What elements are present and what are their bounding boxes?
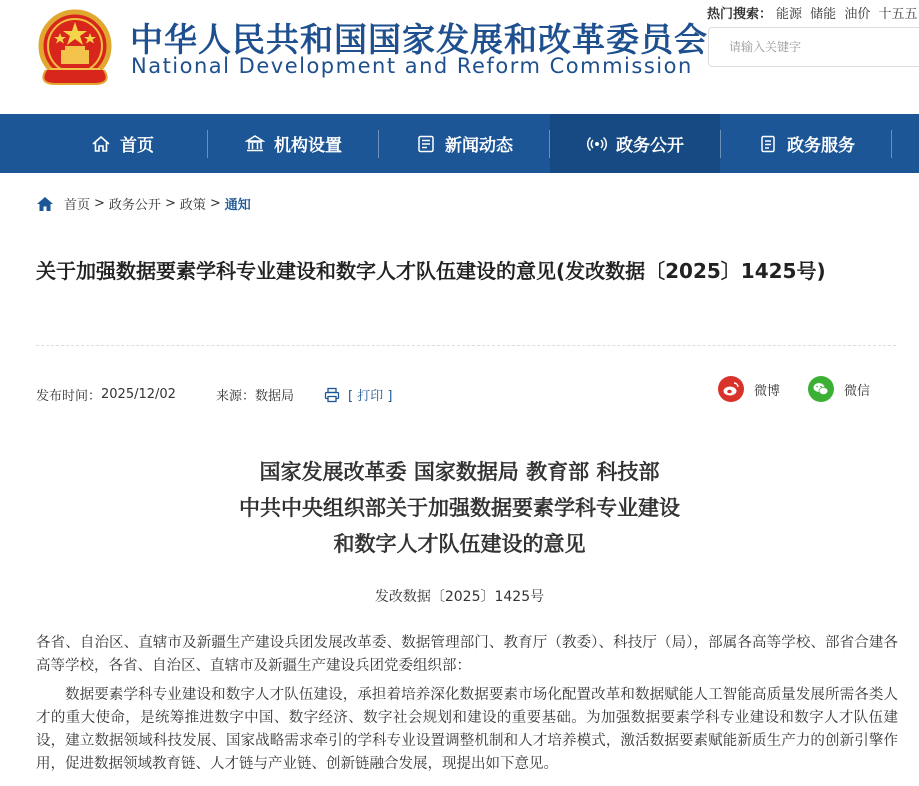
nav-label: 政务服务 <box>787 136 855 156</box>
article-meta <box>36 385 392 404</box>
breadcrumb-separator: > <box>94 196 105 211</box>
breadcrumb-home-icon[interactable] <box>36 195 54 213</box>
publish-date: 2025/12/02 <box>101 387 176 402</box>
hot-search-label: 热门搜索： <box>707 7 773 22</box>
share-wechat[interactable] <box>808 376 870 402</box>
publish-label: 发布时间： <box>36 389 102 404</box>
print-button[interactable] <box>324 385 392 404</box>
breadcrumb-item-home[interactable]: 首页 <box>64 198 91 213</box>
site-header <box>0 0 919 114</box>
building-icon <box>244 133 266 155</box>
nav-item-home[interactable] <box>37 114 207 173</box>
share-label: 微信 <box>844 383 871 399</box>
nav-item-news[interactable] <box>379 114 549 173</box>
nav-divider <box>891 130 892 158</box>
doc-heading-line: 中共中央组织部关于加强数据要素学科专业建设 <box>239 496 680 520</box>
hot-search-term[interactable]: 油价 <box>844 7 871 22</box>
wechat-icon <box>808 376 834 402</box>
search-input[interactable]: 请输入关键字 <box>708 27 919 67</box>
main-nav <box>0 114 919 173</box>
body-paragraph: 数据要素学科专业建设和数字人才队伍建设，承担着培养深化数据要素市场化配置改革和数据赋能人工智能高质量发展所需各类人才的重大使命，是统筹推进数字中国、数字经济、数字社会规划和建设的重要基础。为加强数据要素学科专业建设和数字人才队伍建设，建立数据领域科技发展、国家战略需求牵引的学科专业设置调整机制和人才培养模式，激活数据要素赋能新质生产力的创新引擎作用，促进数据领域教育链、人才链与产业链、创新链融合发展，现提出如下意见。 <box>36 687 898 772</box>
article-title: 关于加强数据要素学科专业建设和数字人才队伍建设的意见(发改数据〔2025〕1425号) <box>36 259 826 283</box>
document-icon <box>757 133 779 155</box>
nav-label: 机构设置 <box>274 136 342 156</box>
news-icon <box>415 133 437 155</box>
nav-item-institutions[interactable] <box>208 114 378 173</box>
recipients-paragraph: 各省、自治区、直辖市及新疆生产建设兵团发展改革委、数据管理部门、教育厅（教委）、科技厅（局），部属各高等学校、部省合建各高等学校，各省、自治区、直辖市及新疆生产建设兵团党委组织部： <box>36 635 898 674</box>
hot-search-term[interactable]: 十五五 <box>878 7 918 22</box>
weibo-icon <box>718 376 744 402</box>
nav-label: 政务公开 <box>616 136 684 156</box>
hot-search-term[interactable]: 能源 <box>776 7 803 22</box>
nav-item-gov-affairs[interactable] <box>550 114 720 173</box>
hot-search <box>707 3 919 22</box>
source-value: 数据局 <box>254 389 294 404</box>
print-label: [ 打印 ] <box>347 389 393 404</box>
site-title[interactable]: 中华人民共和国国家发展和改革委员会 <box>130 20 708 59</box>
doc-heading-line: 和数字人才队伍建设的意见 <box>333 532 586 556</box>
site-title-en[interactable]: National Development and Reform Commission <box>131 54 693 78</box>
doc-heading-line: 国家发展改革委 国家数据局 教育部 科技部 <box>259 460 660 484</box>
nav-item-gov-services[interactable] <box>721 114 891 173</box>
breadcrumb-separator: > <box>209 196 221 211</box>
nav-label: 首页 <box>120 136 154 156</box>
home-icon <box>90 133 112 155</box>
title-divider <box>36 345 896 346</box>
source-label: 来源： <box>215 389 255 404</box>
broadcast-icon <box>586 133 608 155</box>
breadcrumb-separator: > <box>164 196 176 211</box>
doc-number: 发改数据〔2025〕1425号 <box>374 589 545 605</box>
share-weibo[interactable] <box>718 376 780 402</box>
breadcrumb-item-notice[interactable]: 通知 <box>224 198 251 213</box>
breadcrumb-item-policy[interactable]: 政策 <box>179 198 206 213</box>
hot-search-term[interactable]: 储能 <box>810 7 837 22</box>
share-label: 微博 <box>754 383 781 399</box>
breadcrumb-item-gov-affairs[interactable]: 政务公开 <box>108 198 161 213</box>
breadcrumb <box>36 194 251 213</box>
national-emblem-icon[interactable] <box>36 8 114 90</box>
printer-icon <box>324 387 340 403</box>
nav-label: 新闻动态 <box>445 136 513 156</box>
